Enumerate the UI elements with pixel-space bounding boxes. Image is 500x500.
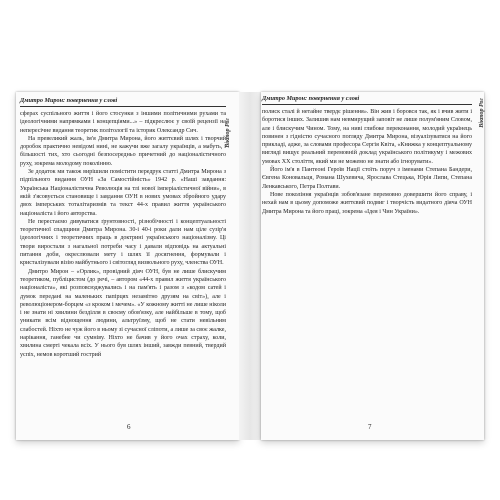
left-header-rule	[20, 106, 226, 107]
left-paragraph: Дмитро Мирон – «Орлик», провідний діяч ОУН, був не лише блискучим теоретиком, публіцистом (до речі, – автором «44-х правил життя українського націоналіста», які розповсюджувались і на пам'ять і разом з «кодом сатей і думок передані на маленьких папірцях незамітно друзям на світ»), але і революціонером-борцем «з кроком і мечем». «У кожному житті не лише ніколи і не знати ні хвилини безділля в своєму обов'язку, але найбільше в тому, щоб уникати всім віднощення людини, альтруїзму, щоб не стати невільним слабостей. Ніхто не чуж його в ньому зі сучасної сліпоти, а лише за своє жалке, нарікання, ганебне чи сумніву. Ніхто не бачив у його очах страху, коли, хвилина смерті чекала всіх. У нього був шлях інший, завжди певний, твердий успіх, немов коротший гострий	[20, 268, 226, 358]
left-page-body	[20, 110, 226, 410]
right-page-header: Дмитро Мирон: повернення у слові	[262, 95, 360, 102]
left-running-author: Віктор Рог	[225, 118, 231, 148]
left-page-number: 6	[127, 423, 131, 431]
book-gutter	[239, 92, 261, 440]
right-running-author: Віктор Рог	[479, 98, 485, 128]
left-paragraph: сферах суспільного життя і його стосунки з іншими політичними рухами та ідеологічними напрямками і концепціями...» – підкреслює у своїй рецензії на непересічне видання теоретик політології та історик Олександр Сич.	[20, 111, 226, 134]
right-page-body	[262, 108, 472, 258]
left-paragraph: Не перестаємо дивуватися ґрунтовності, різнобічності і концептуальності теоретичної спадщини Дмитра Мирона. 30-і 40-і роки дали нам ціле сузір'я ідеологічних і теоретичних праць в доктрині українського націоналізму. Ці твори виростали з нагальної потреби часу і давали відповідь на актуальні питання доби, окреслювали мету і шлях її досягнення, формували і кристалізували візію майбутнього і світогляд визвольного руху, членства ОУН.	[20, 218, 226, 267]
right-header-rule	[262, 104, 472, 105]
left-paragraph: Зе додаток ми також вирішили помістити передрук статті Дмитра Мирона з підпільного видання ОУН «За Самостійність» 1942 р. «Наші завдання: Українська Націоналістична Революція на тлі нової імперіалістичної війни», в якій з'ясовується становище і завдання ОУН в нових умовах збройного удару двох імперських тоталітаризмів та текст 44-х правил життя українського націоналіста і його авторства.	[20, 169, 226, 217]
right-page-number: 7	[368, 423, 372, 431]
right-paragraph: полиск сталі й нетайне твердє рішення». Він жив і боровся так, як і вчив жити і боротися інших. Залишив нам невмирущий заповіт не лише полум'яним Словом, але і блискучим Чином. Тому, на ниві глибоке переконання, молодий українець повинен з гідністю сучасного погляду Дмитра Мирона, візуалізуватися на його прикладі, адже, за словами професора Сергія Квіта, «Книжка у концептуальному вигляді вищує реальний перемовній доклад українського політикуму і межових умовах XX століття, який ми не можемо не знати або ігнорувати».	[262, 109, 472, 165]
left-page-header: Дмитро Мирон: повернення у слові	[20, 97, 118, 104]
right-paragraph: Його ім'я в Пантеоні Героїв Нації стоїть поруч з іменами Степана Бандери, Євгена Коновальця, Романа Шухевича, Ярослава Стецька, Юрія Липи, Степана Ленкавського, Петра Полтави.	[262, 167, 472, 190]
right-paragraph: Нове покоління українців зобов'язане перемовно довершити його справу, і нехай нам в цьому допоможе життєвий подвиг і творчість видатного діяча ОУН Дмитра Мирона та його праці, зокрема «Ідея і Чин України».	[262, 191, 472, 215]
left-paragraph: На превеликий жаль, ім'я Дмитра Мирона, його життєвий шлях і творчий доробок практично невідомі нині, не кажучи вже загалу українців, а мабуть, і більшості тих, хто сьогодні безпосередньо причетний до націоналістичного руху, зокрема молодому поколінню.	[20, 135, 226, 167]
